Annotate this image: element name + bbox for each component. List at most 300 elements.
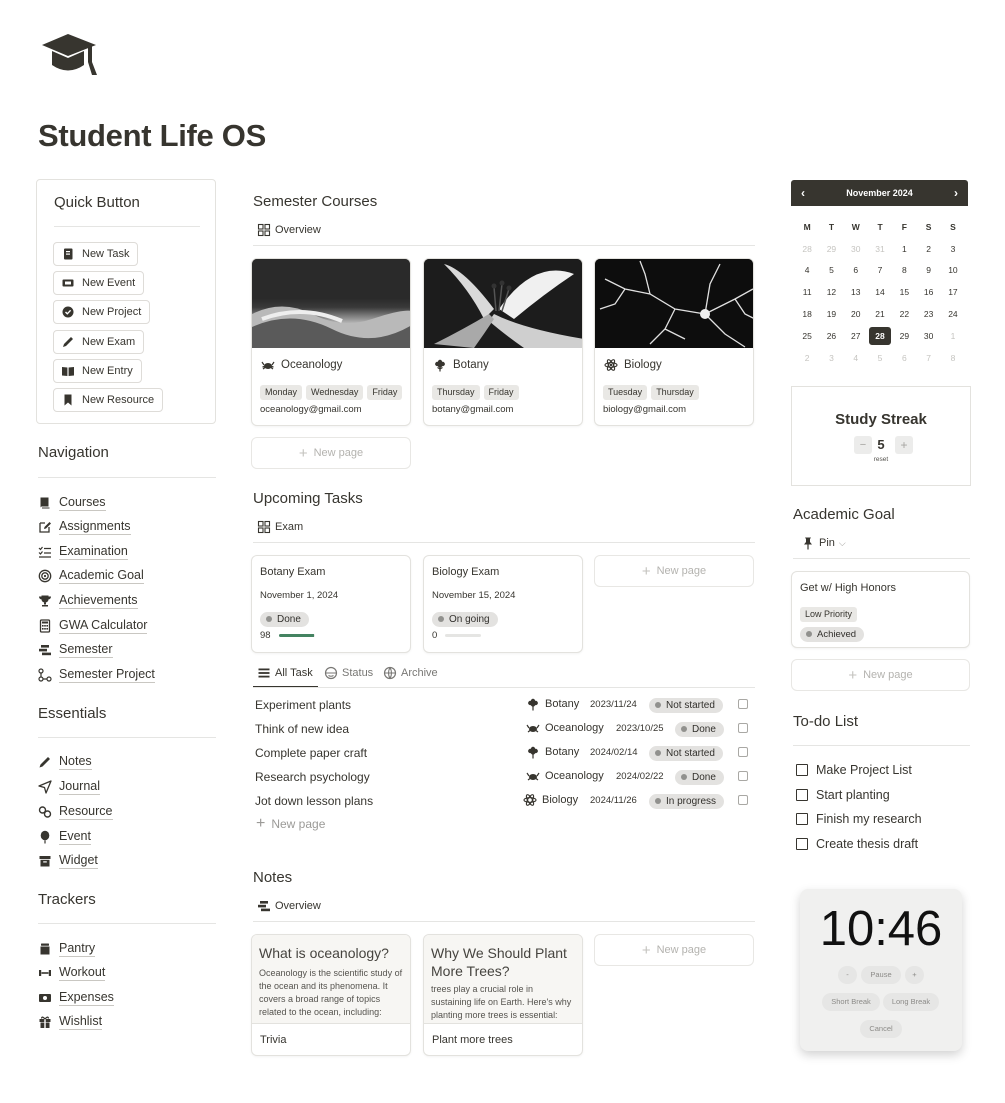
tab-label: Exam [275, 521, 304, 533]
task-checkbox[interactable] [738, 771, 748, 781]
nav-item-gwa-calculator[interactable] [38, 617, 147, 635]
new-page-label: New page [313, 447, 364, 459]
day-tag: Friday [484, 385, 519, 400]
task-name: Jot down lesson plans [255, 794, 374, 808]
tab-notes-overview[interactable] [257, 899, 321, 913]
upcoming-tasks-heading: Upcoming Tasks [253, 490, 363, 507]
calendar-day[interactable]: 30 [851, 243, 861, 254]
course-name: Oceanology [281, 359, 343, 371]
calendar-day[interactable]: 6 [853, 265, 859, 276]
divider [38, 923, 216, 924]
course-days [432, 382, 523, 400]
calendar-day[interactable]: 17 [948, 287, 958, 298]
course-title [261, 358, 342, 372]
chevron-down-icon: ⌵ [838, 537, 846, 548]
todo-checkbox[interactable] [796, 764, 808, 776]
book-open-icon [61, 364, 75, 378]
calendar-day[interactable]: 4 [853, 352, 859, 363]
essentials-heading: Essentials [38, 705, 107, 722]
score-progress-fill [279, 634, 314, 637]
task-date: 2024/11/26 [590, 795, 637, 806]
new-task-button[interactable] [53, 242, 138, 266]
todo-checkbox[interactable] [796, 813, 808, 825]
nav-label: Event [59, 829, 91, 843]
calendar-day[interactable]: 6 [901, 352, 907, 363]
task-course [526, 721, 604, 735]
weekday-label: S [925, 221, 932, 232]
new-page-label: New page [656, 944, 707, 956]
goal-card[interactable] [791, 571, 970, 648]
day-tag: Thursday [432, 385, 480, 400]
calendar-day[interactable]: 24 [948, 309, 958, 320]
next-month-button[interactable]: › [953, 186, 958, 200]
calendar-day[interactable]: 4 [804, 265, 810, 276]
nav-label: Pantry [59, 941, 96, 955]
trackers-heading: Trackers [38, 891, 96, 908]
nav-label: Achievements [59, 593, 138, 607]
task-course [526, 697, 579, 711]
nav-label: Semester Project [59, 667, 155, 681]
course-days [603, 382, 703, 400]
calendar-day[interactable]: 5 [877, 352, 883, 363]
calendar-day[interactable]: 5 [829, 265, 834, 276]
day-tag: Thursday [651, 385, 699, 400]
course-label: Botany [545, 698, 580, 710]
todo-item[interactable] [796, 812, 922, 826]
note-preview [424, 935, 582, 1024]
tab-all-task[interactable] [257, 666, 313, 680]
notes-heading: Notes [253, 869, 293, 886]
todo-label: Make Project List [816, 763, 912, 777]
tab-label: Overview [275, 224, 321, 236]
new-event-label: New Event [82, 277, 136, 289]
pen-icon [38, 755, 52, 769]
navigation-heading: Navigation [38, 444, 109, 461]
task-checkbox[interactable] [738, 723, 748, 733]
new-project-button[interactable] [53, 300, 150, 324]
new-exam-label: New Exam [82, 336, 136, 348]
goal-new-page-button[interactable] [791, 659, 970, 691]
divider [793, 558, 970, 559]
calendar-day[interactable]: 8 [950, 352, 956, 363]
calendar-day[interactable]: 15 [899, 287, 910, 298]
task-view-tabs [253, 664, 755, 688]
todo-heading: To-do List [793, 713, 859, 730]
notes-new-page-button[interactable] [594, 934, 754, 966]
nav-item-courses[interactable] [38, 494, 106, 512]
task-date: 2023/11/24 [590, 699, 637, 710]
courses-new-page-button[interactable] [251, 437, 411, 469]
reset-button[interactable]: reset [873, 456, 889, 463]
course-label: Oceanology [545, 770, 604, 782]
divider [253, 687, 755, 688]
status-badge: On going [432, 612, 498, 627]
new-entry-button[interactable] [53, 359, 142, 383]
task-icon [61, 247, 75, 261]
bookmark-icon [61, 393, 75, 407]
task-checkbox[interactable] [738, 795, 748, 805]
calendar-day[interactable]: 23 [923, 309, 934, 320]
ticket-icon [61, 276, 75, 290]
new-entry-label: New Entry [82, 365, 133, 377]
cancel-button[interactable]: Cancel [860, 1020, 902, 1038]
nav-label: Academic Goal [59, 568, 144, 582]
note-title: What is oceanology? [259, 945, 389, 961]
course-email: botany@gmail.com [432, 404, 514, 415]
nav-item-event[interactable] [38, 828, 91, 846]
balloon-icon [38, 830, 52, 844]
quick-button-heading: Quick Button [54, 194, 140, 211]
table-new-page-button[interactable] [256, 815, 325, 833]
task-course [523, 793, 578, 807]
nav-item-semester-project[interactable] [38, 666, 155, 684]
calendar-day[interactable]: 16 [923, 287, 934, 298]
course-title [604, 358, 662, 372]
calendar-day[interactable]: 20 [851, 309, 861, 320]
calendar-day[interactable]: 10 [948, 265, 958, 276]
nav-item-resource[interactable] [38, 803, 113, 821]
new-task-label: New Task [82, 248, 130, 260]
tab-overview[interactable] [257, 223, 321, 237]
todo-label: Start planting [816, 788, 890, 802]
nav-item-examination[interactable] [38, 543, 128, 561]
status-badge: Done [675, 770, 724, 785]
tab-label: Status [342, 667, 374, 679]
exam-card-botany[interactable] [251, 555, 411, 653]
todo-item[interactable] [796, 788, 890, 802]
calendar-day[interactable]: 13 [851, 287, 861, 298]
plus-icon: + [641, 941, 651, 959]
calendar-header [791, 180, 968, 206]
course-card-oceanology[interactable] [251, 258, 411, 426]
course-name: Biology [624, 359, 662, 371]
nav-item-wishlist[interactable] [38, 1013, 102, 1031]
calendar-day[interactable]: 29 [826, 243, 837, 254]
pencil-icon [61, 335, 75, 349]
calendar-day[interactable]: 25 [802, 330, 812, 341]
smile-icon [324, 666, 338, 680]
day-tag: Wednesday [306, 385, 363, 400]
new-resource-label: New Resource [82, 394, 155, 406]
calendar-day[interactable]: 27 [851, 330, 861, 341]
nav-item-assignments[interactable] [38, 518, 131, 536]
tab-label: Pin [819, 537, 835, 549]
divider [54, 226, 200, 227]
calendar-day[interactable]: 1 [950, 330, 956, 341]
atom-icon [523, 793, 537, 807]
score-value: 0 [432, 630, 438, 641]
nav-label: Expenses [59, 990, 114, 1004]
page-title: Student Life OS [38, 118, 267, 153]
divider [253, 921, 755, 922]
stack-icon [38, 643, 52, 657]
todo-item[interactable] [796, 763, 912, 777]
exam-title: Botany Exam [260, 566, 326, 578]
checklist-icon [38, 545, 52, 559]
atom-icon [604, 358, 618, 372]
flow-icon [38, 668, 52, 682]
calendar-day[interactable]: 8 [901, 265, 907, 276]
flower-icon [526, 745, 540, 759]
neuron-image [595, 259, 753, 348]
task-name: Experiment plants [255, 698, 352, 712]
note-footer: Plant more trees [432, 1034, 513, 1046]
course-label: Biology [542, 794, 579, 806]
dumbbell-icon [38, 966, 52, 980]
link-icon [38, 805, 52, 819]
archive-icon [38, 854, 52, 868]
calendar-day[interactable]: 26 [826, 330, 837, 341]
divider [38, 737, 216, 738]
nav-item-pantry[interactable] [38, 940, 95, 958]
status-badge: Achieved [800, 627, 864, 642]
globe-icon [383, 666, 397, 680]
calendar-day[interactable]: 2 [804, 352, 810, 363]
calendar-day[interactable]: 18 [802, 309, 812, 320]
status-badge: Not started [649, 746, 723, 761]
stack-icon [257, 899, 271, 913]
study-streak-widget [791, 386, 971, 486]
plus-icon: + [641, 562, 651, 580]
table-row[interactable] [255, 694, 755, 718]
calendar-day[interactable]: 14 [875, 287, 885, 298]
divider [793, 745, 970, 746]
exam-score [260, 630, 315, 641]
status-badge: In progress [649, 794, 724, 809]
nav-label: GWA Calculator [59, 618, 148, 632]
tab-label: Overview [275, 900, 321, 912]
pin-icon [801, 536, 815, 550]
short-break-button[interactable]: Short Break [822, 993, 880, 1011]
calendar-day[interactable]: 28 [802, 243, 812, 254]
tab-status[interactable] [324, 666, 373, 680]
task-name: Think of new idea [255, 722, 350, 736]
calendar-day[interactable]: 3 [950, 243, 956, 254]
crab-icon [526, 769, 540, 783]
nav-label: Assignments [59, 519, 131, 533]
jar-icon [38, 942, 52, 956]
calendar-day[interactable]: 1 [901, 243, 907, 254]
note-body: trees play a crucial role in sustaining life on Earth. Here's why planting more trees is essential: [431, 984, 572, 1020]
note-body: Oceanology is the scientific study of the ocean and its phenomena. It covers a broad range of topics related to the ocean, including: [259, 968, 403, 1017]
quick-button-panel [36, 179, 216, 424]
calendar-day[interactable]: 30 [923, 330, 934, 341]
note-preview [252, 935, 410, 1024]
crab-icon [261, 358, 275, 372]
course-card-botany[interactable] [423, 258, 583, 426]
decrement-button[interactable]: − [854, 436, 872, 454]
score-progress-bar [445, 634, 481, 637]
calendar-day[interactable]: 3 [829, 352, 834, 363]
course-label: Oceanology [545, 722, 604, 734]
divider [38, 477, 216, 478]
lily-flower-image [424, 259, 582, 348]
long-break-button[interactable]: Long Break [883, 993, 939, 1011]
calendar-day[interactable]: 31 [875, 243, 885, 254]
note-footer: Trivia [260, 1034, 287, 1046]
nav-label: Journal [59, 779, 100, 793]
tab-pin[interactable] [801, 536, 846, 550]
nav-label: Workout [59, 965, 106, 979]
calendar-day[interactable]: 9 [926, 265, 931, 276]
task-name: Complete paper craft [255, 746, 368, 760]
target-icon [38, 569, 52, 583]
streak-title: Study Streak [835, 411, 927, 428]
tab-exam[interactable] [257, 520, 303, 534]
new-exam-button[interactable] [53, 330, 144, 354]
table-row[interactable] [255, 790, 755, 814]
tab-label: All Task [275, 667, 313, 679]
course-label: Botany [545, 746, 580, 758]
book-icon [38, 496, 52, 510]
priority-tag: Low Priority [800, 607, 857, 622]
weekday-label: T [828, 221, 835, 232]
list-icon [257, 666, 271, 680]
weekday-label: S [950, 221, 956, 232]
nav-label: Courses [59, 495, 106, 509]
trophy-icon [38, 594, 52, 608]
new-project-label: New Project [82, 306, 142, 318]
grid-icon [257, 223, 271, 237]
nav-item-achievements[interactable] [38, 592, 138, 610]
nav-item-journal[interactable] [38, 778, 100, 796]
graduation-cap-icon [40, 32, 98, 78]
exam-date: November 1, 2024 [260, 590, 339, 601]
calendar-grid [795, 216, 967, 369]
nav-label: Resource [59, 804, 113, 818]
task-date: 2024/02/14 [590, 747, 638, 758]
month-label: November 2024 [846, 188, 913, 198]
plus-icon: + [256, 815, 266, 832]
course-email: oceanology@gmail.com [260, 404, 362, 415]
exam-date: November 15, 2024 [432, 590, 516, 601]
increment-button[interactable]: + [895, 436, 913, 454]
calendar-day[interactable]: 12 [826, 287, 837, 298]
calendar-day[interactable]: 7 [926, 352, 931, 363]
timer-minus-button[interactable]: - [838, 966, 857, 984]
table-row[interactable] [255, 766, 755, 790]
course-email: biology@gmail.com [603, 404, 687, 415]
note-title: Why We Should Plant More Trees? [431, 945, 567, 979]
flower-icon [526, 697, 540, 711]
course-name: Botany [453, 359, 489, 371]
task-date: 2024/02/22 [616, 771, 664, 782]
divider [253, 245, 755, 246]
table-row[interactable] [255, 718, 755, 742]
nav-item-notes[interactable] [38, 753, 92, 771]
weekday-label: F [901, 221, 907, 232]
todo-checkbox[interactable] [796, 838, 808, 850]
nav-label: Examination [59, 544, 128, 558]
course-title [433, 358, 489, 372]
new-page-label: New page [863, 669, 913, 681]
timer-plus-button[interactable]: + [905, 966, 924, 984]
nav-item-widget[interactable] [38, 852, 98, 870]
new-page-label: New page [656, 565, 707, 577]
status-badge: Not started [649, 698, 723, 713]
semester-courses-heading: Semester Courses [253, 193, 378, 210]
task-name: Research psychology [255, 770, 370, 784]
calendar-day[interactable]: 29 [899, 330, 910, 341]
score-progress-bar [279, 634, 315, 637]
money-icon [38, 991, 52, 1005]
tasks-new-page-button[interactable] [594, 555, 754, 587]
flower-icon [433, 358, 447, 372]
calendar-day[interactable]: 21 [875, 309, 885, 320]
calendar-day[interactable]: 7 [877, 265, 883, 276]
todo-item[interactable] [796, 837, 918, 851]
todo-label: Finish my research [816, 812, 922, 826]
weekday-label: M [803, 221, 811, 232]
day-tag: Friday [367, 385, 402, 400]
streak-count: 5 [877, 437, 885, 452]
status-badge: Done [675, 722, 724, 737]
nav-label: Wishlist [59, 1014, 103, 1028]
task-checkbox[interactable] [738, 747, 748, 757]
exam-card-biology[interactable] [423, 555, 583, 653]
day-tag: Monday [260, 385, 302, 400]
new-page-label: New page [271, 817, 326, 831]
weekday-label: T [877, 221, 883, 232]
edit-icon [38, 520, 52, 534]
pomodoro-timer-widget [800, 889, 962, 1051]
task-course [526, 769, 604, 783]
calendar-day[interactable]: 2 [926, 243, 931, 254]
nav-item-expenses[interactable] [38, 989, 114, 1007]
academic-goal-heading: Academic Goal [793, 506, 895, 523]
new-resource-button[interactable] [53, 388, 163, 412]
nav-item-semester[interactable] [38, 641, 113, 659]
nav-label: Semester [59, 642, 113, 656]
course-card-biology[interactable] [594, 258, 754, 426]
divider [253, 542, 755, 543]
pause-button[interactable]: Pause [861, 966, 901, 984]
day-tag: Tuesday [603, 385, 647, 400]
calendar-day[interactable]: 11 [802, 287, 812, 298]
calendar-day[interactable]: 28 [869, 327, 891, 345]
check-circle-icon [61, 305, 75, 319]
note-card-oceanology[interactable] [251, 934, 411, 1056]
nav-item-workout[interactable] [38, 964, 105, 982]
task-date: 2023/10/25 [616, 723, 664, 734]
tab-label: Archive [401, 667, 438, 679]
prev-month-button[interactable]: ‹ [801, 186, 805, 200]
note-card-trees[interactable] [423, 934, 583, 1056]
calendar-day[interactable]: 22 [899, 309, 910, 320]
calendar-day[interactable]: 19 [826, 309, 837, 320]
ocean-wave-image [252, 259, 410, 348]
timer-display: 10:46 [819, 902, 943, 956]
score-value: 98 [260, 630, 271, 641]
plus-icon: + [848, 666, 858, 684]
weekday-label: W [851, 221, 860, 232]
course-days [260, 382, 406, 400]
exam-score [432, 630, 481, 641]
exam-title: Biology Exam [432, 566, 500, 578]
todo-label: Create thesis draft [816, 837, 919, 851]
task-checkbox[interactable] [738, 699, 748, 709]
nav-label: Widget [59, 853, 98, 867]
crab-icon [526, 721, 540, 735]
goal-title: Get w/ High Honors [800, 582, 896, 594]
tab-archive[interactable] [383, 666, 438, 680]
send-icon [38, 780, 52, 794]
nav-label: Notes [59, 754, 92, 768]
new-event-button[interactable] [53, 271, 144, 295]
todo-checkbox[interactable] [796, 789, 808, 801]
table-row[interactable] [255, 742, 755, 766]
nav-item-academic-goal[interactable] [38, 567, 144, 585]
